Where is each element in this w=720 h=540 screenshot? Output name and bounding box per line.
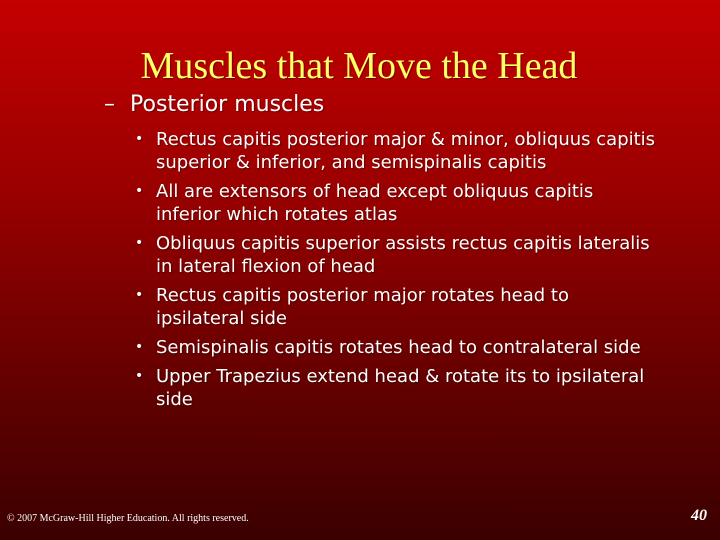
dash-bullet: – bbox=[104, 92, 115, 117]
list-item-text: Rectus capitis posterior major rotates head to ipsilateral side bbox=[156, 285, 569, 329]
bullet-icon: • bbox=[135, 339, 144, 355]
slide-content bbox=[104, 92, 684, 417]
list-item-text: Rectus capitis posterior major & minor, obliquus capitis superior & inferior, and semispinalis capitis bbox=[156, 129, 656, 173]
bullet-icon: • bbox=[135, 235, 144, 251]
page-number: 40 bbox=[691, 507, 707, 524]
list-item-text: Semispinalis capitis rotates head to contralateral side bbox=[156, 337, 641, 358]
list-item bbox=[135, 365, 684, 411]
list-item bbox=[135, 336, 684, 359]
list-item-text: All are extensors of head except obliquus capitis inferior which rotates atlas bbox=[156, 181, 594, 225]
bullet-icon: • bbox=[135, 131, 144, 147]
section-heading: Posterior muscles bbox=[130, 92, 325, 117]
bullet-icon: • bbox=[135, 287, 144, 303]
list-item bbox=[135, 284, 684, 330]
copyright-notice: © 2007 McGraw-Hill Higher Education. All rights reserved. bbox=[7, 513, 249, 524]
slide-title: Muscles that Move the Head bbox=[140, 45, 578, 87]
section-heading-row bbox=[104, 92, 684, 118]
list-item-text: Obliquus capitis superior assists rectus capitis lateralis in lateral flexion of head bbox=[156, 233, 650, 277]
bullet-icon: • bbox=[135, 183, 144, 199]
list-item bbox=[135, 128, 684, 174]
bullet-list bbox=[104, 128, 684, 411]
list-item bbox=[135, 232, 684, 278]
bullet-icon: • bbox=[135, 368, 144, 384]
list-item-text: Upper Trapezius extend head & rotate its to ipsilateral side bbox=[156, 366, 645, 410]
list-item bbox=[135, 180, 684, 226]
